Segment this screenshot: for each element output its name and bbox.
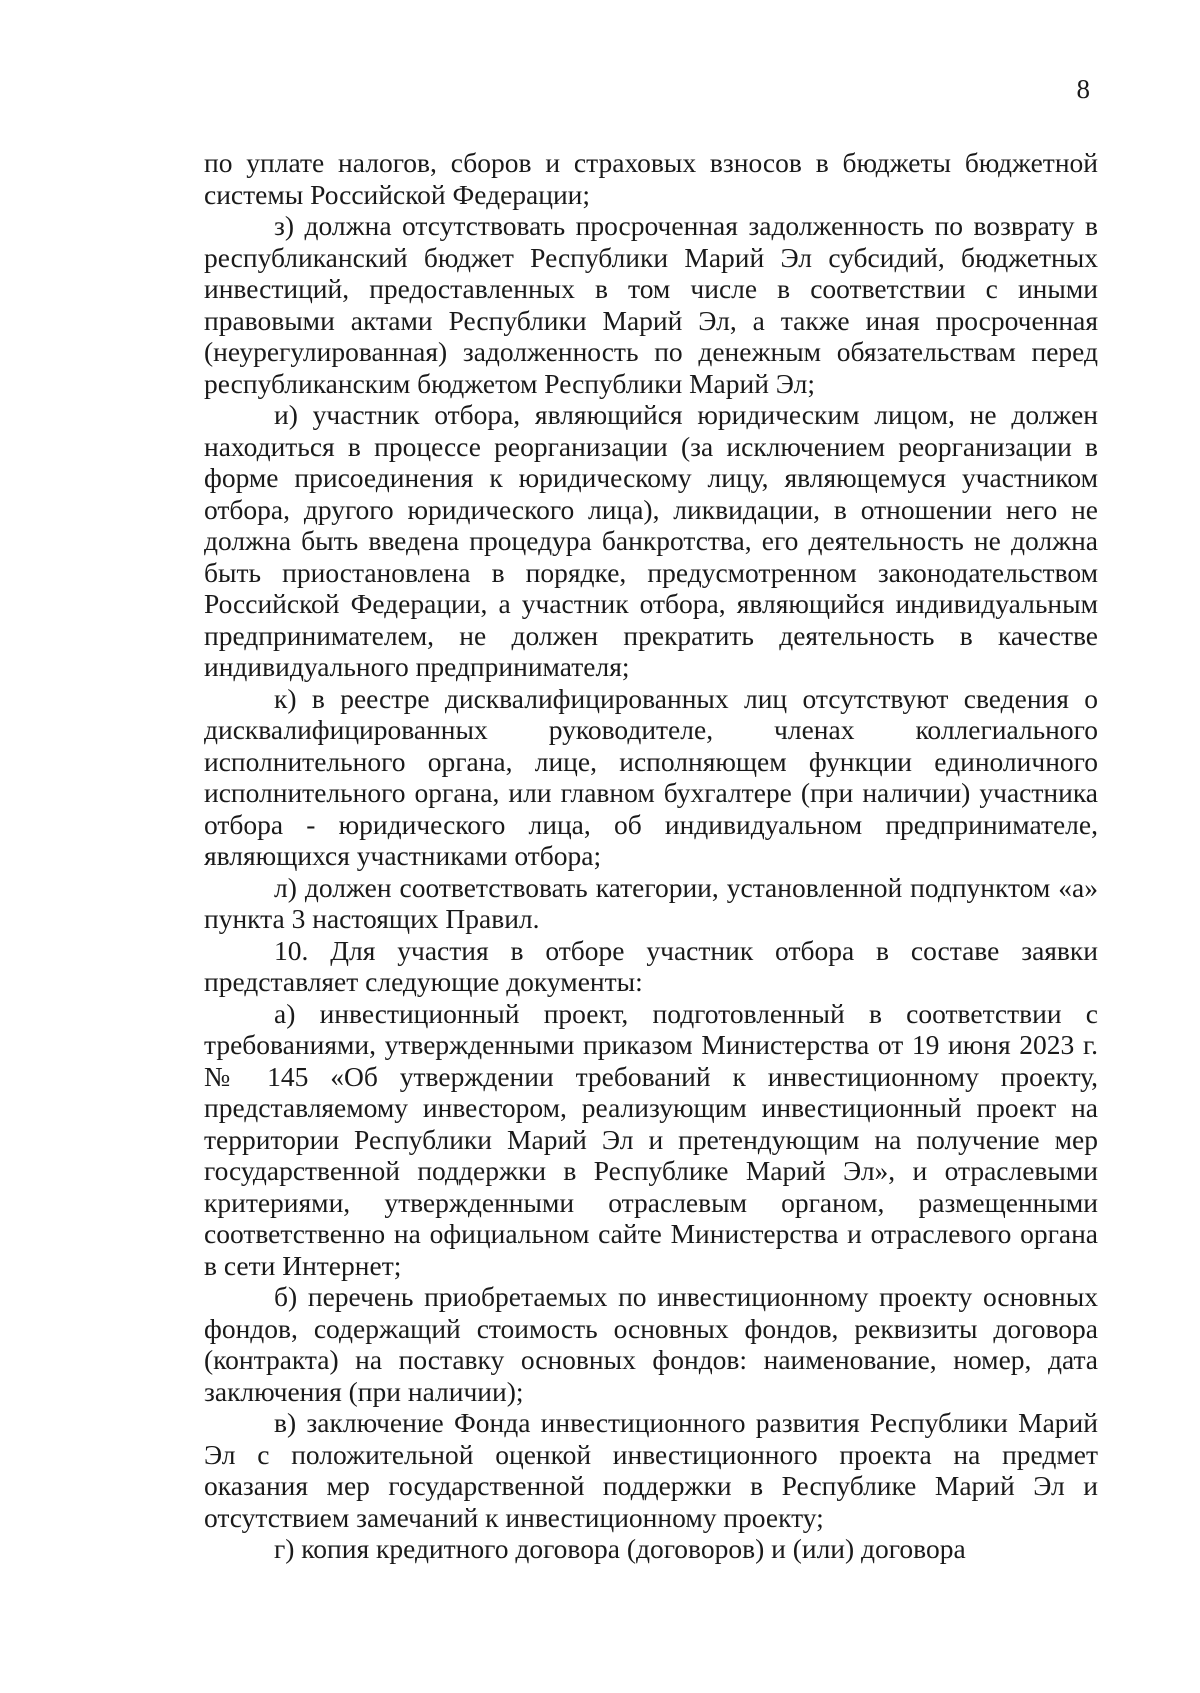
paragraph-item-g: г) копия кредитного договора (договоров) и (или) договора [274, 1533, 966, 1564]
paragraph-section-10: 10. Для участия в отборе участник отбора в составе заявки представляет следующие документы: [204, 934, 1098, 997]
page-number: 8 [1076, 74, 1090, 104]
paragraph-item-a: а) инвестиционный проект, подготовленный в соответствии с требованиями, утвержденными приказом Министерства от 19 июня 2023 г. № 145 «Об утверждении требований к инвестиционному проекту, представляемому инвестором, реализующим инвестиционный проект на территории Республики Марий Эл и претендующим на получение мер государственной поддержки в Республике Марий Эл», и отраслевыми критериями, утвержденными отраслевым органом, размещенными соответственно на официальном сайте Министерства и отраслевого органа в сети Интернет; [204, 997, 1098, 1281]
paragraph-item-k: к) в реестре дисквалифицированных лиц отсутствуют сведения о дисквалифицированных руководителе, членах коллегиального исполнительного органа, лице, исполняющем функции единоличного исполнительного органа, или главном бухгалтере (при наличии) участника отбора - юридического лица, об индивидуальном предпринимателе, являющихся участниками отбора; [204, 682, 1098, 871]
paragraph-item-i: и) участник отбора, являющийся юридическим лицом, не должен находиться в процессе реорганизации (за исключением реорганизации в форме присоединения к юридическому лицу, являющемуся участником отбора, другого юридического лица), ликвидации, в отношении него не должна быть введена процедура банкротства, его деятельность не должна быть приостановлена в порядке, предусмотренном законодательством Российской Федерации, а участник отбора, являющийся индивидуальным предпринимателем, не должен прекратить деятельность в качестве индивидуального предпринимателя; [204, 399, 1098, 682]
paragraph-item-z: з) должна отсутствовать просроченная задолженность по возврату в республиканский бюджет Республики Марий Эл субсидий, бюджетных инвестиций, предоставленных в том числе в соответствии с иными правовыми актами Республики Марий Эл, а также иная просроченная (неурегулированная) задолженность по денежным обязательствам перед республиканским бюджетом Республики Марий Эл; [204, 210, 1098, 399]
paragraph-item-b: б) перечень приобретаемых по инвестиционному проекту основных фондов, содержащий стоимость основных фондов, реквизиты договора (контракта) на поставку основных фондов: наименование, номер, дата заключения (при наличии); [204, 1281, 1098, 1407]
document-body [204, 147, 1098, 1565]
paragraph-item-l: л) должен соответствовать категории, установленной подпунктом «а» пункта 3 настоящих Правил. [204, 871, 1098, 934]
paragraph-continuation: по уплате налогов, сборов и страховых взносов в бюджеты бюджетной системы Российской Федерации; [204, 147, 1098, 210]
paragraph-item-v: в) заключение Фонда инвестиционного развития Республики Марий Эл с положительной оценкой инвестиционного проекта на предмет оказания мер государственной поддержки в Республике Марий Эл и отсутствием замечаний к инвестиционному проекту; [204, 1407, 1098, 1533]
